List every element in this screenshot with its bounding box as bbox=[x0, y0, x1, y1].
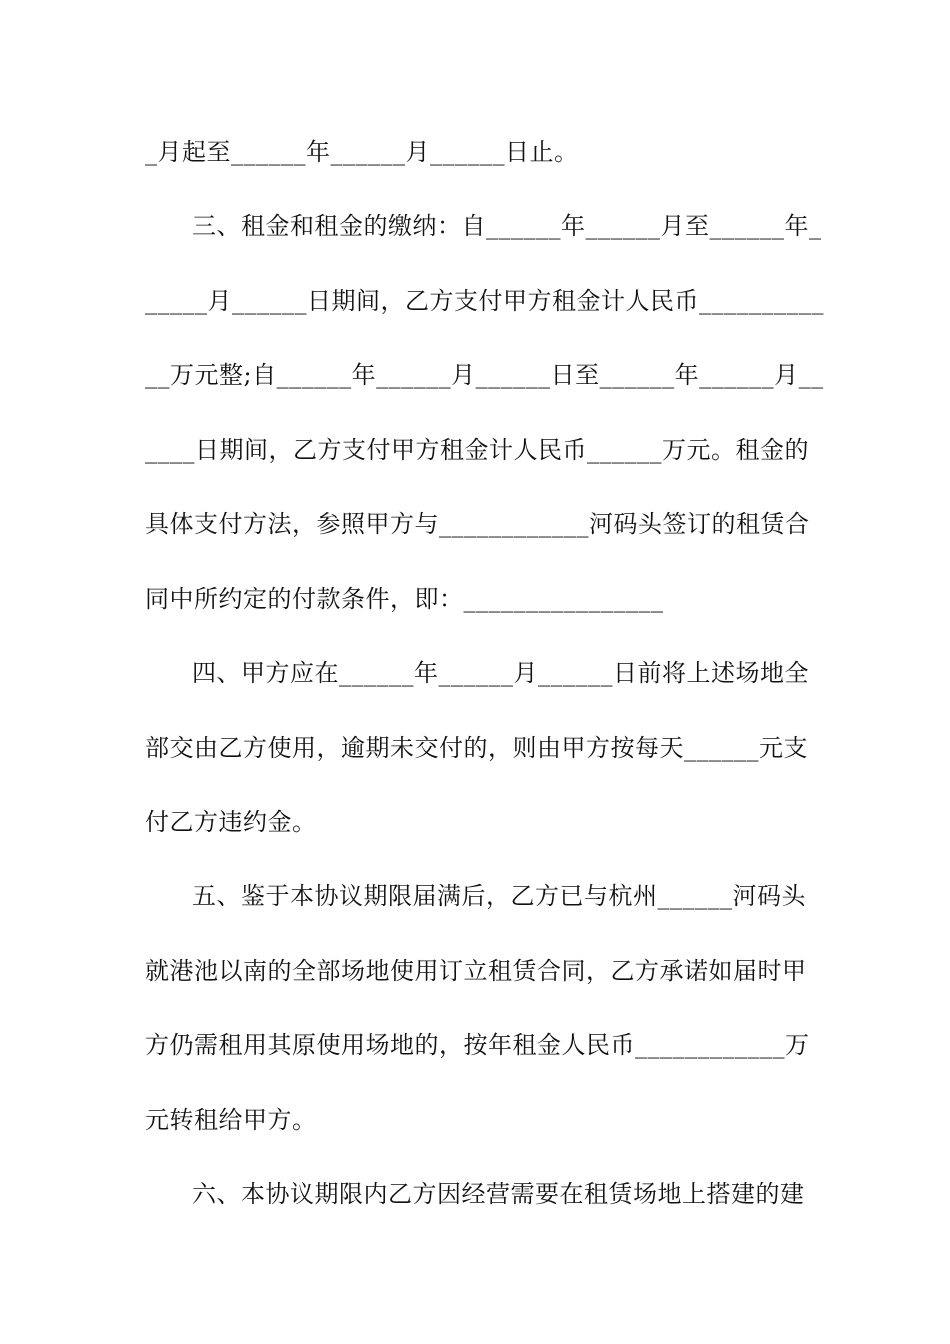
clause-4-line-2: 部交由乙方使用，逾期未交付的，则由甲方按每天______元支 bbox=[145, 734, 808, 762]
clause-3-line-1: 三、租金和租金的缴纳：自______年______月至______年_ bbox=[192, 212, 822, 240]
clause-3-line-6: 同中所约定的付款条件，即：________________ bbox=[145, 585, 664, 613]
clause-3-line-5: 具体支付方法，参照甲方与____________河码头签订的租赁合 bbox=[145, 510, 810, 538]
clause-5-line-2: 就港池以南的全部场地使用订立租赁合同，乙方承诺如届时甲 bbox=[145, 957, 807, 985]
clause-5-line-4: 元转租给甲方。 bbox=[145, 1106, 317, 1134]
clause-5-line-1: 五、鉴于本协议期限届满后，乙方已与杭州______河码头 bbox=[192, 882, 806, 910]
clause-4-line-3: 付乙方违约金。 bbox=[145, 808, 317, 836]
clause-3-line-2: _____月______日期间，乙方支付甲方租金计人民币__________ bbox=[145, 287, 824, 315]
clause-6-line-1: 六、本协议期限内乙方因经营需要在租赁场地上搭建的建 bbox=[192, 1180, 805, 1208]
clause-4-line-1: 四、甲方应在______年______月______日前将上述场地全 bbox=[192, 659, 809, 687]
clause-3-line-4: ____日期间，乙方支付甲方租金计人民币______万元。租金的 bbox=[145, 436, 809, 464]
clause-3-line-3: __万元整;自______年______月______日至______年______月__ bbox=[145, 361, 824, 389]
clause-5-line-3: 方仍需租用其原使用场地的，按年租金人民币____________万 bbox=[145, 1031, 810, 1059]
text-line-1: _月起至______年______月______日止。 bbox=[145, 138, 579, 166]
